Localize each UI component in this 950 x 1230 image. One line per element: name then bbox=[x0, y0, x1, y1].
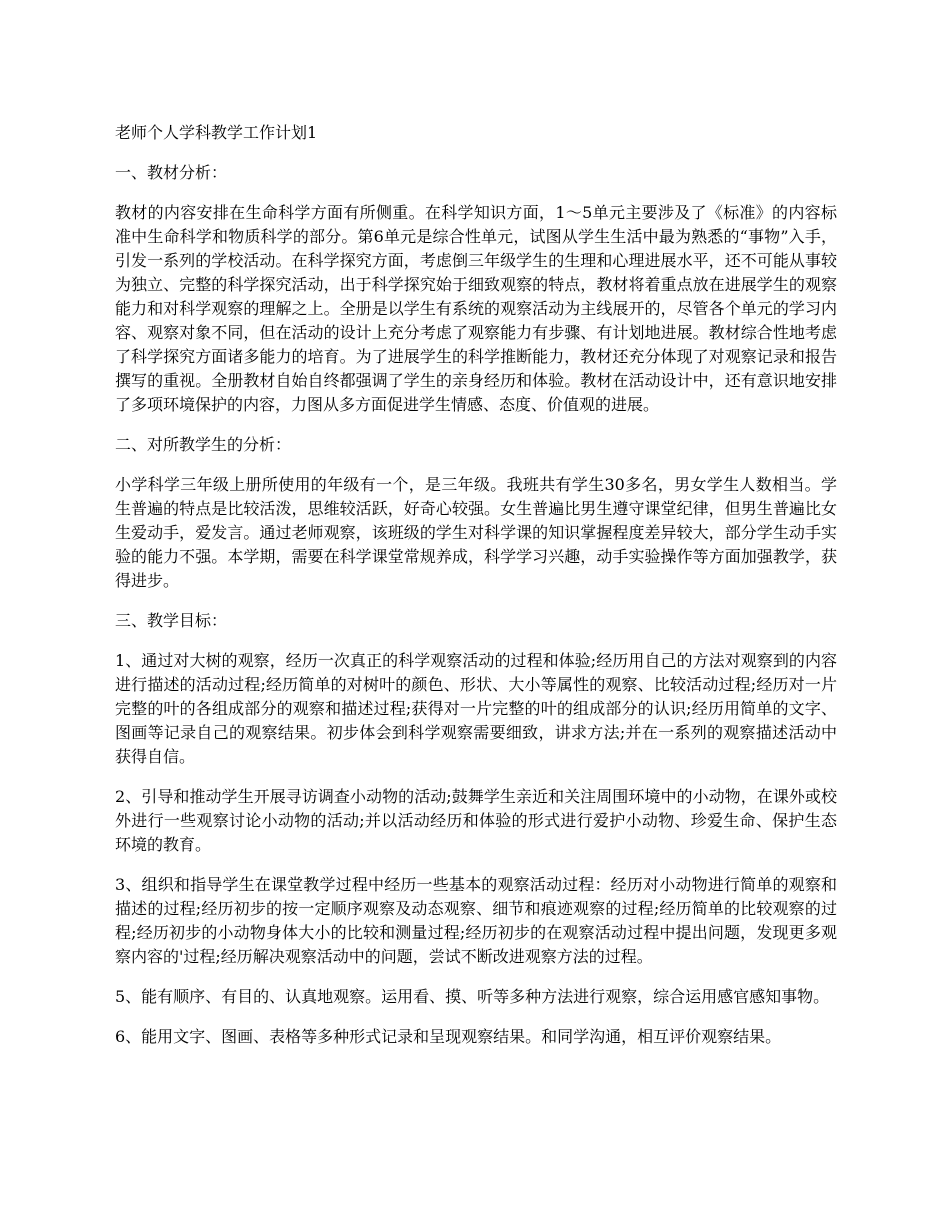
goal-item-1: 1、通过对大树的观察，经历一次真正的科学观察活动的过程和体验;经历用自己的方法对观察到的内容进行描述的活动过程;经历简单的对树叶的颜色、形状、大小等属性的观察、比较活动过程;经历对一片完整的叶的各组成部分的观察和描述过程;获得对一片完整的叶的组成部分的认识;经历用简单的文字、图画等记录自己的观察结果。初步体会到科学观察需要细致，讲求方法;并在一系列的观察描述活动中获得自信。 bbox=[115, 651, 837, 766]
document-page bbox=[115, 121, 837, 1049]
section-heading-student-analysis: 二、对所教学生的分析： bbox=[115, 435, 292, 454]
goal-item-6: 6、能用文字、图画、表格等多种形式记录和呈现观察结果。和同学沟通，相互评价观察结果。 bbox=[115, 1027, 782, 1046]
paragraph-textbook-analysis: 教材的内容安排在生命科学方面有所侧重。在科学知识方面，1～5单元主要涉及了《标准》的内容标准中生命科学和物质科学的部分。第6单元是综合性单元，试图从学生生活中最为熟悉的“事物”入手，引发一系列的学校活动。在科学探究方面，考虑倒三年级学生的生理和心理进展水平，还不可能从事较为独立、完整的科学探究活动，出于科学探究始于细致观察的特点，教材将着重点放在进展学生的观察能力和对科学观察的理解之上。全册是以学生有系统的观察活动为主线展开的，尽管各个单元的学习内容、观察对象不同，但在活动的设计上充分考虑了观察能力有步骤、有计划地进展。教材综合性地考虑了科学探究方面诸多能力的培育。为了进展学生的科学推断能力，教材还充分体现了对观察记录和报告撰写的重视。全册教材自始自终都强调了学生的亲身经历和体验。教材在活动设计中，还有意识地安排了多项环境保护的内容，力图从多方面促进学生情感、态度、价值观的进展。 bbox=[115, 203, 837, 414]
document-title: 老师个人学科教学工作计划1 bbox=[115, 123, 318, 142]
goal-item-3: 3、组织和指导学生在课堂教学过程中经历一些基本的观察活动过程：经历对小动物进行简单的观察和描述的过程;经历初步的按一定顺序观察及动态观察、细节和痕迹观察的过程;经历简单的比较观察的过程;经历初步的小动物身体大小的比较和测量过程;经历初步的在观察活动过程中提出问题，发现更多观察内容的'过程;经历解决观察活动中的问题，尝试不断改进观察方法的过程。 bbox=[115, 875, 837, 966]
section-heading-textbook-analysis: 一、教材分析： bbox=[115, 163, 228, 182]
goal-item-5: 5、能有顺序、有目的、认真地观察。运用看、摸、听等多种方法进行观察，综合运用感官感知事物。 bbox=[115, 987, 830, 1006]
paragraph-student-analysis: 小学科学三年级上册所使用的年级有一个，是三年级。我班共有学生30多名，男女学生人数相当。学生普遍的特点是比较活泼，思维较活跃，好奇心较强。女生普遍比男生遵守课堂纪律，但男生普遍比女生爱动手，爱发言。通过老师观察，该班级的学生对科学课的知识掌握程度差异较大，部分学生动手实验的能力不强。本学期，需要在科学课堂常规养成，科学学习兴趣，动手实验操作等方面加强教学，获得进步。 bbox=[115, 475, 837, 590]
goal-item-2: 2、引导和推动学生开展寻访调查小动物的活动;鼓舞学生亲近和关注周围环境中的小动物，在课外或校外进行一些观察讨论小动物的活动;并以活动经历和体验的形式进行爱护小动物、珍爱生命、保护生态环境的教育。 bbox=[115, 787, 837, 854]
section-heading-teaching-goals: 三、教学目标： bbox=[115, 611, 228, 630]
